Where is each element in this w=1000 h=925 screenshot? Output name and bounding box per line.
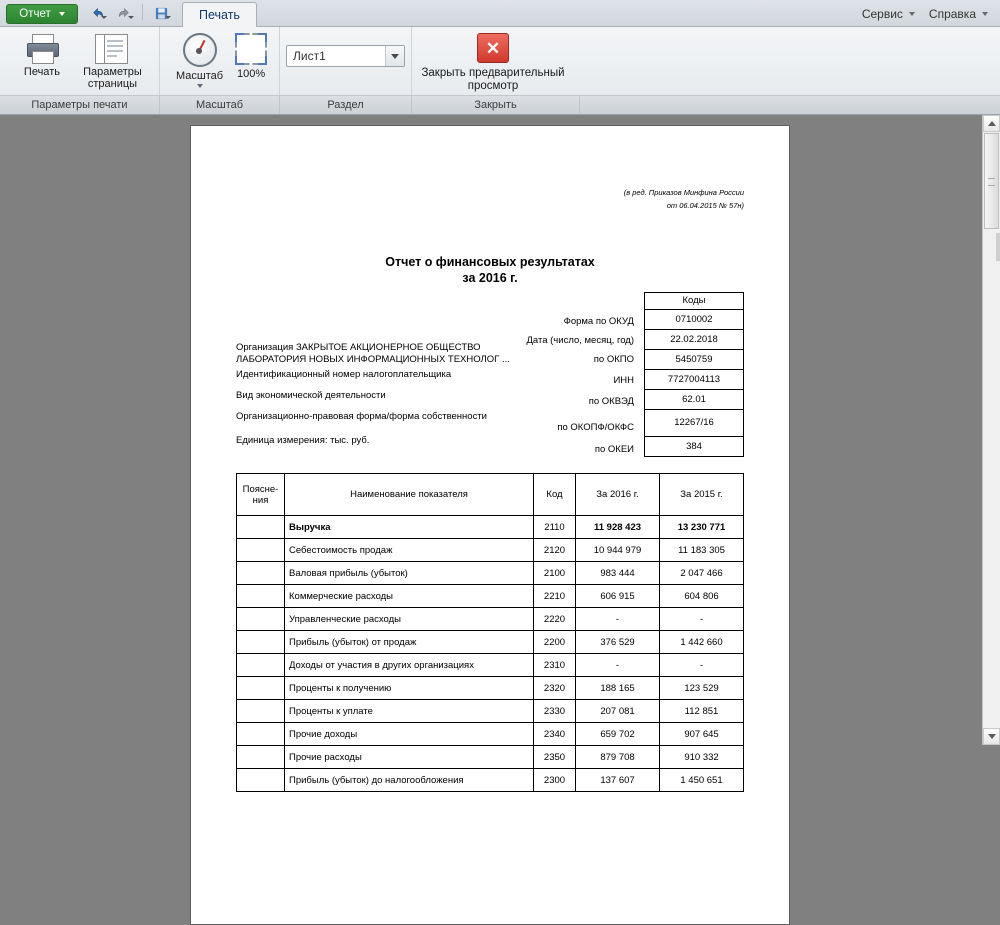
cell-code: 2100 bbox=[534, 562, 576, 585]
chevron-down-icon bbox=[59, 12, 65, 16]
col-indicator-name: Наименование показателя bbox=[285, 474, 534, 516]
preview-page bbox=[190, 125, 790, 925]
cell-year-2016: 659 702 bbox=[576, 723, 660, 746]
cell-year-2015: 2 047 466 bbox=[660, 562, 744, 585]
col-explanations-line1: Поясне- bbox=[242, 483, 279, 495]
cell-code: 2310 bbox=[534, 654, 576, 677]
cell-year-2016: 11 928 423 bbox=[576, 516, 660, 539]
cell-explanations bbox=[237, 654, 285, 677]
tab-print-label: Печать bbox=[199, 8, 240, 22]
codes-column bbox=[644, 292, 744, 457]
save-button[interactable] bbox=[148, 2, 174, 24]
cell-explanations bbox=[237, 700, 285, 723]
table-row bbox=[237, 608, 744, 631]
amendment-note-line1: (в ред. Приказов Минфина России bbox=[623, 188, 744, 197]
codes-column-header: Коды bbox=[645, 293, 743, 310]
cell-explanations bbox=[237, 562, 285, 585]
cell-year-2015: - bbox=[660, 654, 744, 677]
report-header-left bbox=[236, 292, 644, 457]
cell-year-2015: 1 442 660 bbox=[660, 631, 744, 654]
tab-strip bbox=[0, 0, 1000, 27]
chevron-down-icon bbox=[909, 12, 915, 16]
menu-service-label: Сервис bbox=[861, 7, 903, 21]
print-button-label: Печать bbox=[23, 66, 60, 78]
vertical-scrollbar[interactable] bbox=[982, 115, 1000, 745]
cell-year-2015: 1 450 651 bbox=[660, 769, 744, 792]
cell-year-2015: 11 183 305 bbox=[660, 539, 744, 562]
cell-year-2016: 879 708 bbox=[576, 746, 660, 769]
toolbar-divider bbox=[142, 4, 143, 20]
report-title-line2: за 2016 г. bbox=[462, 271, 518, 285]
table-row bbox=[237, 654, 744, 677]
scroll-up-button[interactable] bbox=[983, 115, 1000, 132]
cell-explanations bbox=[237, 677, 285, 700]
page-setup-icon bbox=[95, 33, 129, 63]
okpo-label: по ОКПО bbox=[593, 354, 634, 365]
table-header-row bbox=[237, 474, 744, 516]
gauge-icon bbox=[183, 33, 217, 67]
cell-year-2016: 137 607 bbox=[576, 769, 660, 792]
cell-code: 2200 bbox=[534, 631, 576, 654]
cell-name: Прибыль (убыток) до налогообложения bbox=[285, 769, 534, 792]
col-year-2016: За 2016 г. bbox=[576, 474, 660, 516]
report-title bbox=[236, 254, 744, 286]
cell-year-2016: 376 529 bbox=[576, 631, 660, 654]
cell-year-2015: 112 851 bbox=[660, 700, 744, 723]
cell-code: 2120 bbox=[534, 539, 576, 562]
cell-name: Коммерческие расходы bbox=[285, 585, 534, 608]
financial-results-table bbox=[236, 473, 744, 792]
cell-code: 2110 bbox=[534, 516, 576, 539]
cell-name: Прибыль (убыток) от продаж bbox=[285, 631, 534, 654]
chevron-down-icon bbox=[197, 84, 203, 88]
cell-year-2015: 907 645 bbox=[660, 723, 744, 746]
col-code: Код bbox=[534, 474, 576, 516]
cell-code: 2220 bbox=[534, 608, 576, 631]
amendment-note bbox=[236, 186, 744, 212]
printer-icon bbox=[25, 33, 59, 63]
cell-code: 2210 bbox=[534, 585, 576, 608]
scale-button[interactable] bbox=[170, 31, 229, 88]
table-row bbox=[237, 631, 744, 654]
table-row bbox=[237, 585, 744, 608]
cell-year-2016: 983 444 bbox=[576, 562, 660, 585]
table-row bbox=[237, 700, 744, 723]
scroll-down-button[interactable] bbox=[983, 728, 1000, 745]
app-menu-label: Отчет bbox=[19, 8, 51, 20]
organization-label: Организация bbox=[236, 342, 294, 353]
report-header bbox=[236, 292, 744, 457]
ribbon-body bbox=[0, 27, 1000, 95]
cell-year-2016: - bbox=[576, 608, 660, 631]
cell-name: Доходы от участия в других организациях bbox=[285, 654, 534, 677]
okud-label: Форма по ОКУД bbox=[563, 316, 634, 327]
page-setup-label-line2: страницы bbox=[87, 78, 138, 90]
cell-year-2015: 910 332 bbox=[660, 746, 744, 769]
group-label-section: Раздел bbox=[280, 96, 412, 114]
zoom-100-button[interactable] bbox=[229, 31, 273, 80]
app-menu-button[interactable] bbox=[6, 4, 78, 24]
page-setup-label-line1: Параметры bbox=[83, 66, 142, 78]
page-setup-button[interactable] bbox=[72, 31, 153, 90]
cell-name: Проценты к получению bbox=[285, 677, 534, 700]
cell-year-2016: - bbox=[576, 654, 660, 677]
cell-year-2016: 606 915 bbox=[576, 585, 660, 608]
group-label-filler bbox=[580, 96, 1000, 114]
group-section bbox=[280, 27, 412, 95]
okei-label: по ОКЕИ bbox=[594, 444, 634, 455]
col-year-2015: За 2015 г. bbox=[660, 474, 744, 516]
table-row bbox=[237, 769, 744, 792]
table-body bbox=[237, 516, 744, 792]
table-row bbox=[237, 539, 744, 562]
report-title-line1: Отчет о финансовых результатах bbox=[385, 255, 595, 269]
code-date-value: 22.02.2018 bbox=[645, 330, 743, 350]
code-okpo-value: 5450759 bbox=[645, 350, 743, 370]
group-close bbox=[412, 27, 580, 95]
cell-year-2016: 10 944 979 bbox=[576, 539, 660, 562]
chevron-down-icon bbox=[165, 16, 171, 19]
cell-explanations bbox=[237, 585, 285, 608]
organization-name-line1: ЗАКРЫТОЕ АКЦИОНЕРНОЕ ОБЩЕСТВО bbox=[295, 342, 481, 353]
sheet-select-value: Лист1 bbox=[293, 49, 326, 63]
menu-help-label: Справка bbox=[928, 7, 976, 21]
cell-name: Управленческие расходы bbox=[285, 608, 534, 631]
close-preview-button[interactable] bbox=[418, 31, 568, 93]
code-okopf-value: 12267/16 bbox=[645, 410, 743, 437]
col-explanations bbox=[237, 474, 285, 516]
cell-name: Себестоимость продаж bbox=[285, 539, 534, 562]
table-row bbox=[237, 677, 744, 700]
chevron-down-icon bbox=[982, 12, 988, 16]
fit-page-icon bbox=[235, 33, 267, 65]
organization-block bbox=[236, 342, 638, 366]
col-explanations-line2: ния bbox=[252, 494, 269, 506]
sheet-select[interactable] bbox=[286, 45, 405, 67]
group-label-close: Закрыть bbox=[412, 96, 580, 114]
group-print-settings bbox=[0, 27, 160, 95]
print-button[interactable] bbox=[12, 31, 72, 78]
code-inn-value: 7727004113 bbox=[645, 370, 743, 390]
cell-year-2016: 207 081 bbox=[576, 700, 660, 723]
group-scale bbox=[160, 27, 280, 95]
cell-name: Прочие доходы bbox=[285, 723, 534, 746]
cell-code: 2320 bbox=[534, 677, 576, 700]
table-row bbox=[237, 562, 744, 585]
okved-row-label: Вид экономической деятельности bbox=[236, 390, 386, 401]
code-okei-value: 384 bbox=[686, 441, 702, 452]
cell-year-2015: 13 230 771 bbox=[660, 516, 744, 539]
ribbon-right-menus bbox=[856, 5, 1000, 23]
quick-access-toolbar bbox=[84, 2, 174, 24]
inn-code-label: ИНН bbox=[613, 375, 634, 386]
preview-workspace[interactable] bbox=[0, 115, 1000, 786]
cell-explanations bbox=[237, 631, 285, 654]
inn-row-label: Идентификационный номер налогоплательщика bbox=[236, 369, 452, 380]
unit-label: Единица измерения: тыс. руб. bbox=[236, 435, 370, 446]
ribbon bbox=[0, 0, 1000, 115]
chevron-down-icon bbox=[101, 16, 107, 19]
redo-button[interactable] bbox=[111, 2, 137, 24]
opf-row-label: Организационно-правовая форма/форма собственности bbox=[236, 411, 487, 422]
cell-year-2015: 604 806 bbox=[660, 585, 744, 608]
close-preview-label-line2: просмотр bbox=[467, 80, 519, 92]
cell-year-2015: 123 529 bbox=[660, 677, 744, 700]
code-okud-value: 0710002 bbox=[645, 310, 743, 330]
cell-explanations bbox=[237, 769, 285, 792]
cell-code: 2340 bbox=[534, 723, 576, 746]
zoom-100-label: 100% bbox=[236, 68, 266, 80]
close-preview-label-line1: Закрыть предварительный bbox=[421, 67, 565, 79]
cell-year-2015: - bbox=[660, 608, 744, 631]
close-icon: ✕ bbox=[477, 33, 509, 63]
cell-explanations bbox=[237, 516, 285, 539]
cell-code: 2350 bbox=[534, 746, 576, 769]
tab-print[interactable] bbox=[182, 2, 257, 27]
cell-code: 2330 bbox=[534, 700, 576, 723]
cell-explanations bbox=[237, 539, 285, 562]
group-label-scale: Масштаб bbox=[160, 96, 280, 114]
ribbon-group-labels bbox=[0, 95, 1000, 114]
scrollbar-thumb[interactable] bbox=[984, 133, 999, 229]
chevron-down-icon bbox=[128, 16, 134, 19]
table-row bbox=[237, 516, 744, 539]
report-document bbox=[191, 186, 789, 792]
table-row bbox=[237, 746, 744, 769]
undo-button[interactable] bbox=[84, 2, 110, 24]
cell-explanations bbox=[237, 723, 285, 746]
cell-name: Выручка bbox=[285, 516, 534, 539]
table-row bbox=[237, 723, 744, 746]
scale-button-label: Масштаб bbox=[176, 70, 224, 82]
date-label: Дата (число, месяц, год) bbox=[526, 335, 634, 346]
cell-explanations bbox=[237, 608, 285, 631]
group-label-print-settings: Параметры печати bbox=[0, 96, 160, 114]
code-okved-value: 62.01 bbox=[645, 390, 743, 410]
cell-name: Валовая прибыль (убыток) bbox=[285, 562, 534, 585]
cell-code: 2300 bbox=[534, 769, 576, 792]
okved-code-label: по ОКВЭД bbox=[588, 396, 634, 407]
okopf-label: по ОКОПФ/ОКФС bbox=[557, 422, 634, 433]
scroll-track-mark bbox=[996, 233, 1000, 261]
cell-name: Прочие расходы bbox=[285, 746, 534, 769]
chevron-down-icon[interactable] bbox=[385, 46, 404, 66]
cell-name: Проценты к уплате bbox=[285, 700, 534, 723]
organization-name-line2: ЛАБОРАТОРИЯ НОВЫХ ИНФОРМАЦИОННЫХ ТЕХНОЛОГ ... bbox=[236, 354, 510, 365]
amendment-note-line2: от 06.04.2015 № 57н) bbox=[666, 201, 744, 210]
cell-explanations bbox=[237, 746, 285, 769]
cell-year-2016: 188 165 bbox=[576, 677, 660, 700]
menu-service[interactable] bbox=[856, 5, 921, 23]
menu-help[interactable] bbox=[923, 5, 994, 23]
